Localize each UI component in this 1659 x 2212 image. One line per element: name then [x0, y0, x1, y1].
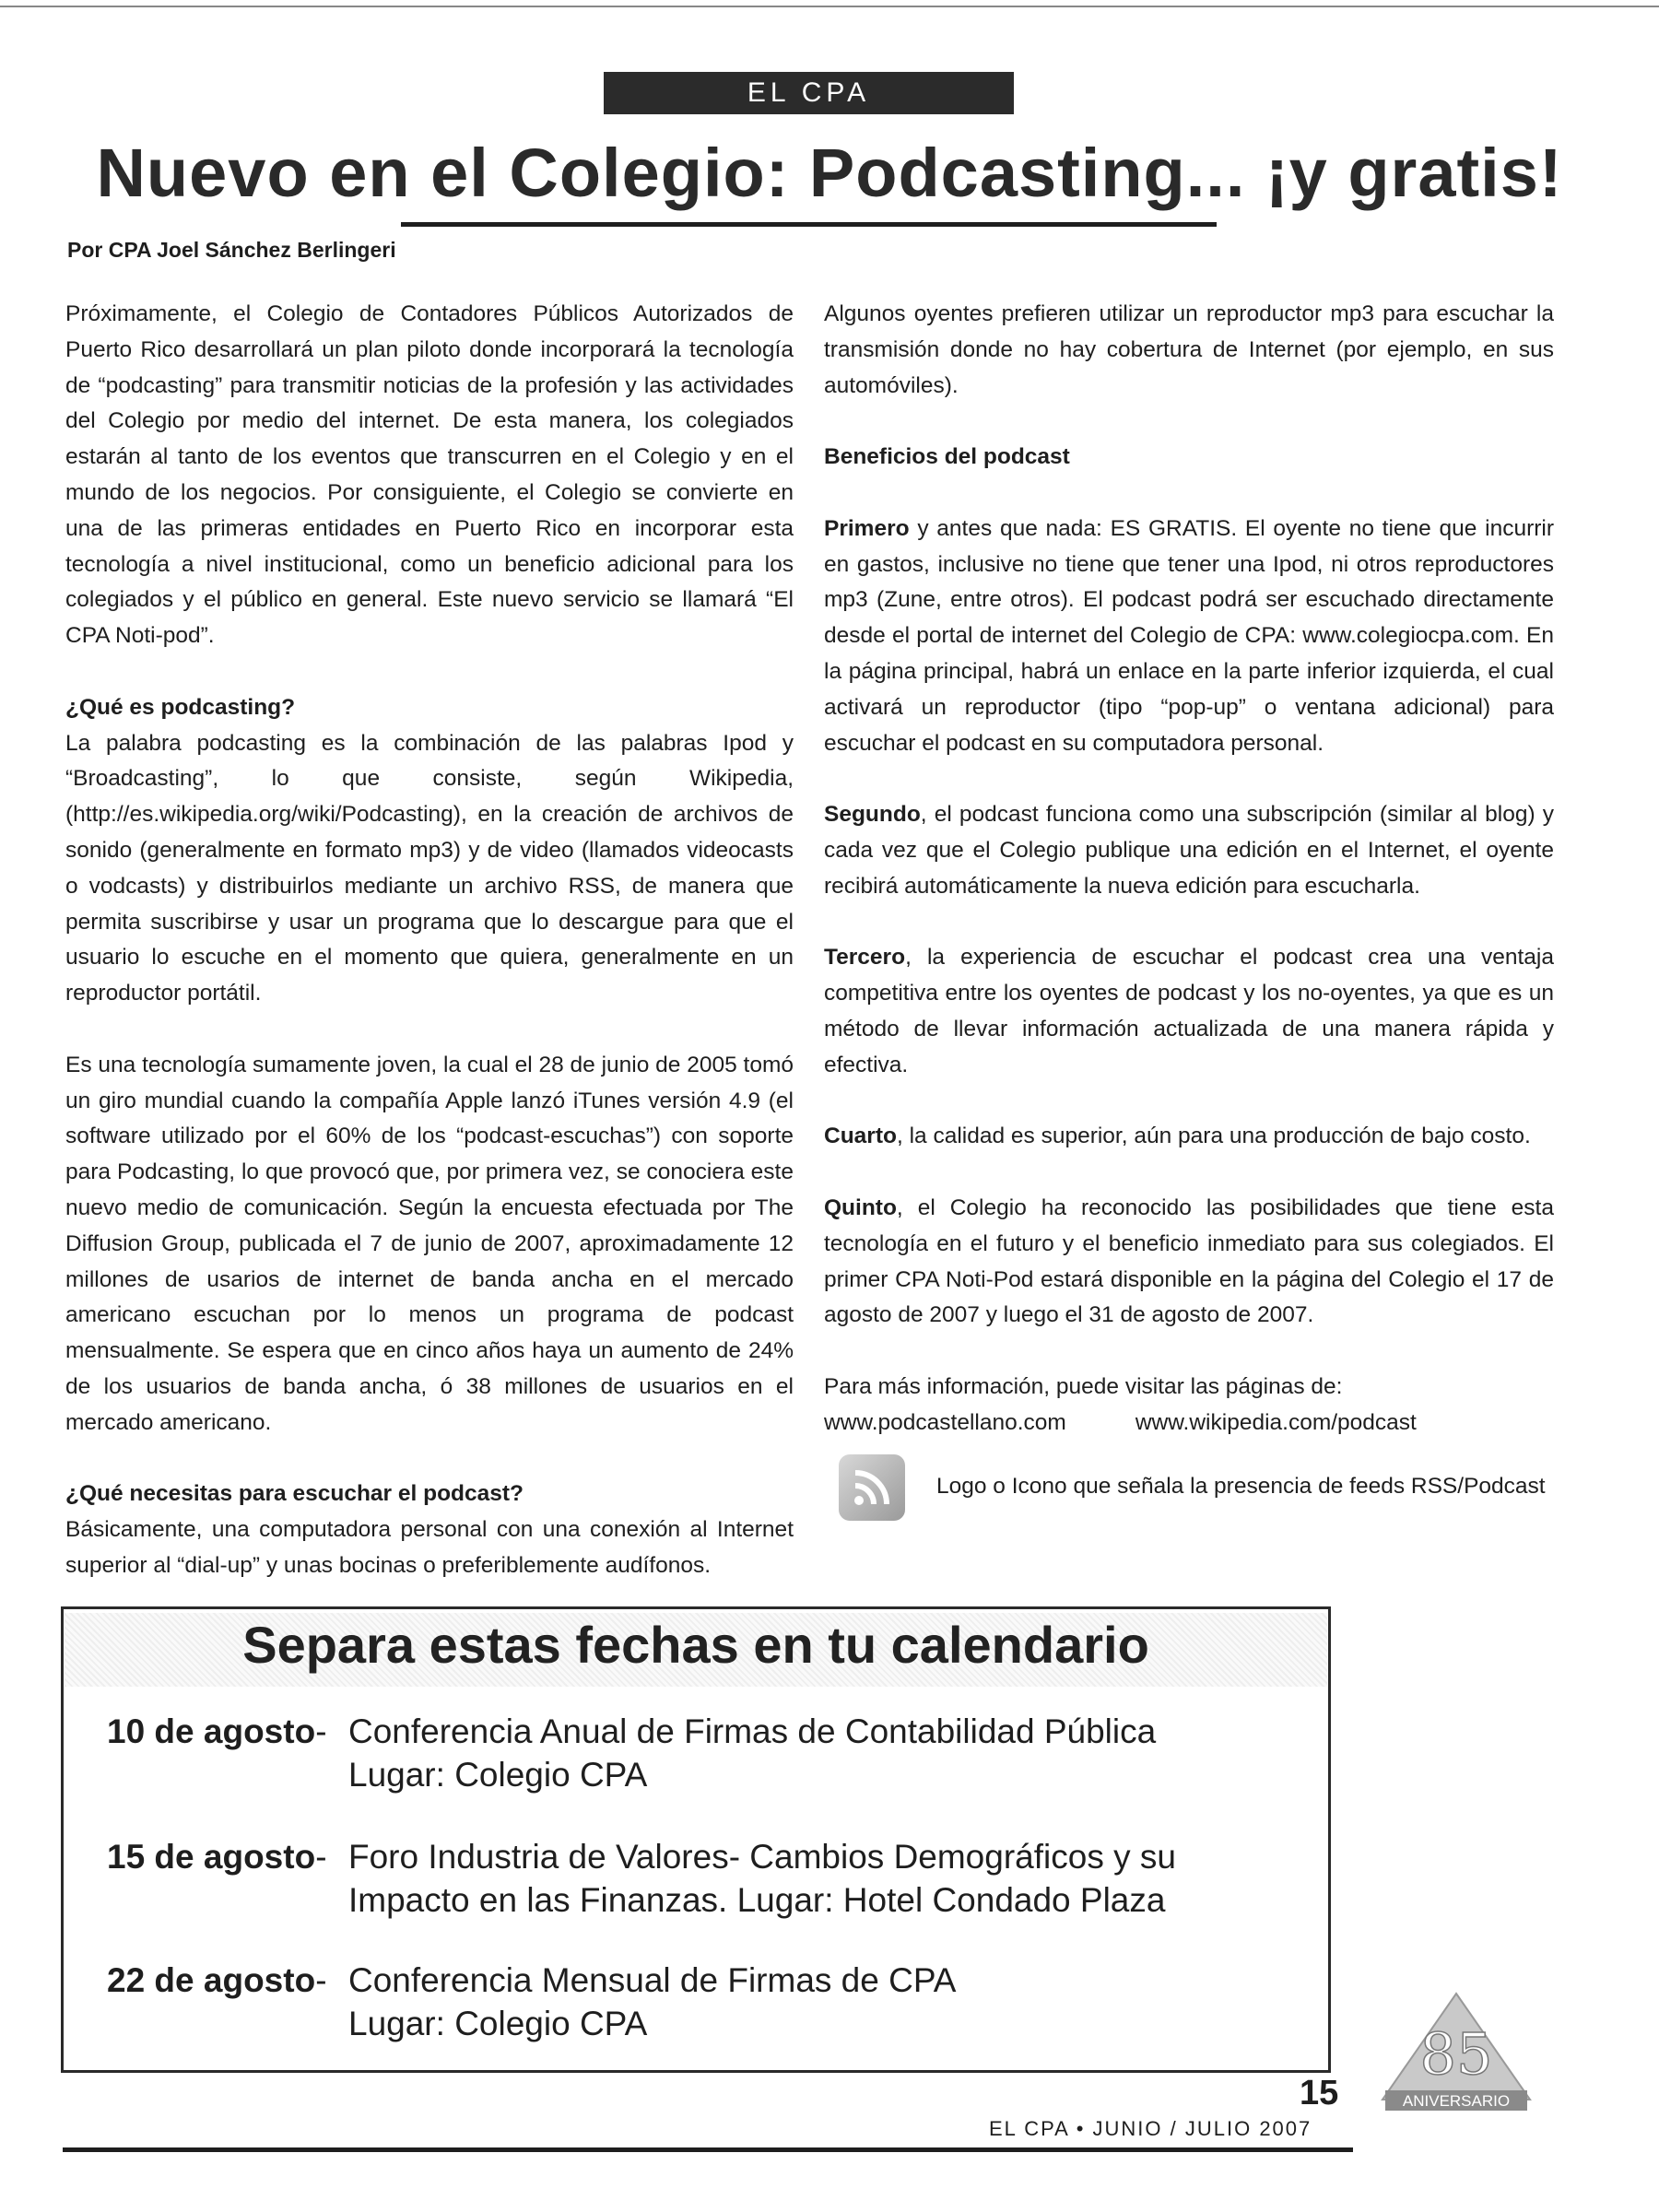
anniversary-number: 85: [1419, 2020, 1493, 2088]
benefit-third-text: , la experiencia de escuchar el podcast crea una ventaja competitiva entre los oyentes de podcast y los no-oyentes, ya que es un método de llevar información actualizada de una manera rápida y efectiva.: [824, 945, 1554, 1077]
links-row: [824, 1406, 1554, 1441]
benefit-fifth: [824, 1191, 1554, 1334]
intro-paragraph: Próximamente, el Colegio de Contadores Públicos Autorizados de Puerto Rico desarrollará un plan piloto donde incorporará la tecnología de “podcasting” para transmitir noticias de la profesión y las actividades del Colegio por medio del internet. De esta manera, los colegiados estarán al tanto de los eventos que transcurren en el Colegio y en el mundo de los negocios. Por consiguiente, el Colegio se convierte en una de las primeras entidades en Puerto Rico en incorporar esta tecnología a nivel institucional, como un beneficio adicional para los colegiados y el público en general. Este nuevo servicio se llamará “El CPA Noti-pod”.: [65, 301, 794, 649]
calendar-event: [107, 1959, 1270, 2045]
event-date: 10 de agosto-: [107, 1712, 327, 1750]
benefit-second-lead: Segundo: [824, 802, 921, 828]
benefit-third: [824, 940, 1554, 1083]
top-rule: [0, 6, 1659, 7]
what-you-need-paragraph: Básicamente, una computadora personal con una conexión al Internet superior al “dial-up” y unas bocinas o preferiblemente audífonos.: [65, 1517, 794, 1578]
event-description: Foro Industria de Valores- Cambios Demográficos y su Impacto en las Finanzas. Lugar: Hotel Condado Plaza: [348, 1838, 1176, 1919]
benefit-third-lead: Tercero: [824, 945, 906, 971]
rss-legend: [824, 1454, 1554, 1521]
article-headline: Nuevo en el Colegio: Podcasting... ¡y gratis!: [96, 135, 1563, 211]
event-date: 22 de agosto-: [107, 1961, 327, 1999]
what-is-podcasting-paragraph: La palabra podcasting es la combinación de las palabras Ipod y “Broadcasting”, lo que consiste, según Wikipedia, (http://es.wikipedia.org/wiki/Podcasting), en la creación de archivos de sonido (generalmente en formato mp3) y de video (llamados videocasts o vodcasts) y distribuirlos mediante un archivo RSS, de manera que permita suscribirse y usar un programa que lo descargue para que el usuario lo escuche en el momento que quiera, generalmente en un reproductor portátil.: [65, 730, 794, 1006]
benefit-first-lead: Primero: [824, 515, 910, 541]
benefit-second: [824, 797, 1554, 904]
anniversary-logo-icon: [1378, 1989, 1535, 2127]
what-is-podcasting-heading: ¿Qué es podcasting?: [65, 694, 296, 720]
benefit-fourth: [824, 1119, 1554, 1155]
benefit-fifth-lead: Quinto: [824, 1194, 897, 1220]
benefit-first-text: y antes que nada: ES GRATIS. El oyente no tiene que incurrir en gastos, inclusive no tiene que tener una Ipod, ni otros reproductores mp3 (Zune, entre otros). El podcast podrá ser escuchado directamente desde el portal de internet del Colegio de CPA: www.colegiocpa.com. En la página principal, habrá un enlace en la parte inferior izquierda, el cual activará un reproductor (tipo “pop-up” o ventana adicional) para escuchar el podcast en su computadora personal.: [824, 515, 1554, 756]
calendar-title: Separa estas fechas en tu calendario: [242, 1616, 1149, 1674]
section-tag: EL CPA: [604, 72, 1014, 114]
left-column: [65, 297, 794, 1584]
more-info-text: Para más información, puede visitar las páginas de:: [824, 1373, 1343, 1399]
page-number: 15: [1300, 2074, 1339, 2112]
footer-rule: [63, 2147, 1353, 2152]
benefit-fourth-lead: Cuarto: [824, 1124, 897, 1149]
headline-rule: [401, 222, 1217, 227]
rss-feed-icon: [839, 1454, 905, 1521]
mp3-paragraph: Algunos oyentes prefieren utilizar un reproductor mp3 para escuchar la transmisión donde no hay cobertura de Internet (por ejemplo, en sus automóviles).: [824, 301, 1554, 398]
event-date: 15 de agosto-: [107, 1838, 327, 1876]
byline: Por CPA Joel Sánchez Berlingeri: [67, 238, 396, 262]
calendar-event: [107, 1710, 1270, 1796]
event-description: Conferencia Mensual de Firmas de CPA Lugar: Colegio CPA: [348, 1961, 957, 2042]
benefit-second-text: , el podcast funciona como una subscripción (similar al blog) y cada vez que el Colegio publique una edición en el Internet, el oyente recibirá automáticamente la nueva edición para escucharla.: [824, 802, 1554, 899]
benefit-fifth-text: , el Colegio ha reconocido las posibilidades que tiene esta tecnología en el futuro y el beneficio inmediato para sus colegiados. El primer CPA Noti-Pod estará disponible en la página del Colegio el 17 de agosto de 2007 y luego el 31 de agosto de 2007.: [824, 1194, 1554, 1328]
what-you-need-heading: ¿Qué necesitas para escuchar el podcast?: [65, 1481, 524, 1507]
benefits-heading: Beneficios del podcast: [824, 444, 1070, 470]
event-description: Conferencia Anual de Firmas de Contabilidad Pública Lugar: Colegio CPA: [348, 1712, 1157, 1794]
wikipedia-podcast-link[interactable]: www.wikipedia.com/podcast: [1135, 1409, 1417, 1435]
right-column: [824, 297, 1554, 1521]
calendar-event: [107, 1835, 1270, 1922]
benefit-fourth-text: , la calidad es superior, aún para una producción de bajo costo.: [896, 1124, 1531, 1149]
benefit-first: [824, 512, 1554, 762]
podcastellano-link[interactable]: www.podcastellano.com: [824, 1409, 1066, 1435]
rss-caption: Logo o Icono que señala la presencia de feeds RSS/Podcast: [936, 1474, 1546, 1500]
anniversary-label: ANIVERSARIO: [1402, 2092, 1511, 2110]
publication-footer: EL CPA • JUNIO / JULIO 2007: [989, 2117, 1312, 2140]
history-paragraph: Es una tecnología sumamente joven, la cual el 28 de junio de 2005 tomó un giro mundial cuando la compañía Apple lanzó iTunes versión 4.9 (el software utilizado por el 60% de los “podcast-escuchas”) con soporte para Podcasting, lo que provocó que, por primera vez, se conociera este nuevo medio de comunicación. Según la encuesta efectuada por The Diffusion Group, publicada el 7 de junio de 2007, aproximadamente 12 millones de usarios de internet de banda ancha en el mercado americano escuchan por lo menos un programa de podcast mensualmente. Se espera que en cinco años haya un aumento de 24% de los usuarios de banda ancha, ó 38 millones de usuarios en el mercado americano.: [65, 1052, 794, 1435]
